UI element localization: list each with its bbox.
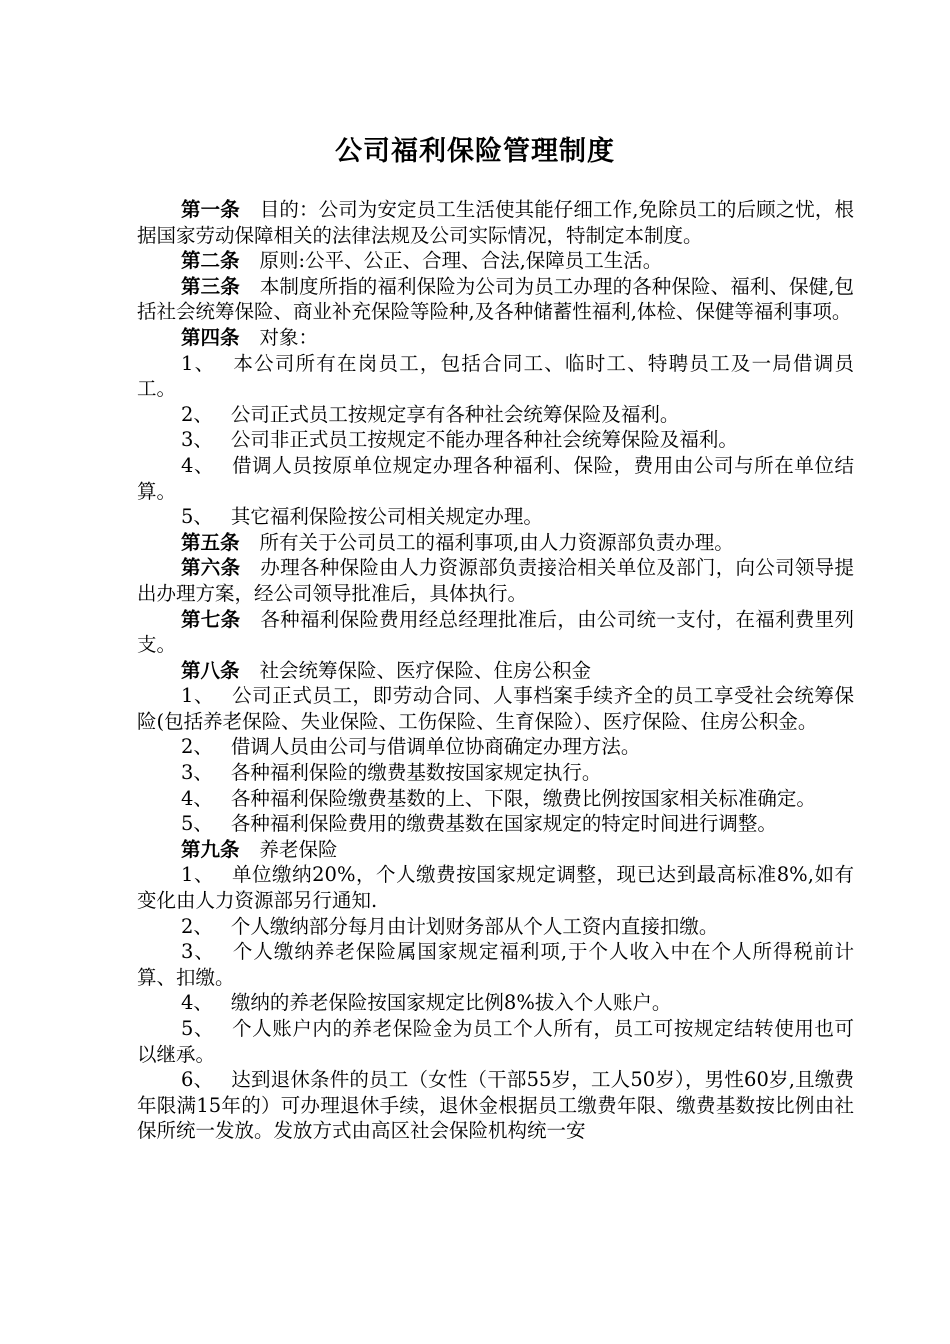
paragraph-text: 本制度所指的福利保险为公司为员工办理的各种保险、福利、保健,包括社会统筹保险、商业补充保险等险种,及各种储蓄性福利,体检、保健等福利事项。	[137, 274, 854, 324]
article-paragraph	[137, 837, 854, 863]
list-item-number: 3、	[181, 428, 213, 452]
list-item-number: 3、	[181, 761, 213, 785]
list-item	[137, 862, 854, 913]
paragraph-text: 社会统筹保险、医疗保险、住房公积金	[259, 658, 592, 682]
list-item-number: 4、	[181, 453, 215, 477]
list-item-number: 5、	[181, 812, 213, 836]
article-label: 第六条	[181, 556, 241, 580]
paragraph-text: 达到退休条件的员工（女性（干部55岁，工人50岁），男性60岁,且缴费年限满15年的）可办理退休手续，退休金根据员工缴费年限、缴费基数按比例由社保所统一发放。发放方式由高区社会保险机构统一安	[137, 1068, 854, 1143]
paragraph-text: 个人缴纳养老保险属国家规定福利项,于个人收入中在个人所得税前计算、扣缴。	[137, 940, 854, 989]
list-item-number: 4、	[181, 786, 213, 810]
list-item-number: 2、	[181, 914, 213, 938]
paragraph-text: 所有关于公司员工的福利事项,由人力资源部负责办理。	[259, 530, 734, 554]
paragraph-text: 各种福利保险的缴费基数按国家规定执行。	[230, 761, 602, 785]
list-item	[137, 402, 854, 428]
paragraph-text: 原则:公平、公正、合理、合法,保障员工生活。	[259, 249, 663, 273]
list-item	[137, 786, 854, 812]
list-item	[137, 760, 854, 786]
list-item	[137, 811, 854, 837]
paragraph-text: 各种福利保险费用的缴费基数在国家规定的特定时间进行调整。	[230, 812, 777, 836]
list-item	[137, 351, 854, 402]
article-label: 第八条	[181, 658, 240, 682]
paragraph-text: 借调人员由公司与借调单位协商确定办理方法。	[230, 735, 641, 759]
paragraph-text: 缴纳的养老保险按国家规定比例8%拔入个人账户。	[230, 991, 672, 1015]
list-item	[137, 1016, 854, 1067]
list-item	[137, 939, 854, 990]
list-item	[137, 990, 854, 1016]
list-item-number: 4、	[181, 991, 213, 1015]
article-paragraph	[137, 325, 854, 351]
paragraph-text: 本公司所有在岗员工，包括合同工、临时工、特聘员工及一局借调员工。	[137, 351, 854, 401]
article-label: 第九条	[181, 837, 240, 861]
paragraph-text: 各种福利保险缴费基数的上、下限，缴费比例按国家相关标准确定。	[230, 786, 816, 810]
list-item-number: 2、	[181, 402, 213, 426]
document-body	[137, 197, 854, 1144]
list-item-number: 3、	[181, 940, 215, 964]
article-paragraph	[137, 274, 854, 325]
article-label: 第一条	[181, 198, 240, 221]
paragraph-text: 各种福利保险费用经总经理批准后，由公司统一支付，在福利费里列支。	[137, 607, 854, 657]
list-item-number: 5、	[181, 1017, 215, 1040]
paragraph-text: 个人账户内的养老保险金为员工个人所有，员工可按规定结转使用也可以继承。	[137, 1017, 854, 1066]
list-item	[137, 734, 854, 760]
list-item-number: 1、	[181, 351, 216, 375]
article-paragraph	[137, 607, 854, 658]
article-paragraph	[137, 658, 854, 684]
document-title: 公司福利保险管理制度	[335, 136, 615, 167]
list-item	[137, 453, 854, 504]
list-item	[137, 427, 854, 453]
list-item	[137, 683, 854, 734]
article-paragraph	[137, 555, 854, 606]
list-item	[137, 504, 854, 530]
article-paragraph	[137, 530, 854, 556]
paragraph-text: 其它福利保险按公司相关规定办理。	[230, 505, 543, 529]
paragraph-text: 公司正式员工，即劳动合同、人事档案手续齐全的员工享受社会统筹保险(包括养老保险、失业保险、工伤保险、生育保险）、医疗保险、住房公积金。	[137, 684, 854, 733]
list-item-number: 2、	[181, 735, 213, 759]
article-paragraph	[137, 248, 854, 274]
paragraph-text: 公司正式员工按规定享有各种社会统筹保险及福利。	[230, 402, 680, 426]
article-label: 第四条	[181, 325, 240, 349]
article-label: 第七条	[181, 607, 241, 631]
paragraph-text: 公司非正式员工按规定不能办理各种社会统筹保险及福利。	[230, 428, 738, 452]
paragraph-text: 借调人员按原单位规定办理各种福利、保险，费用由公司与所在单位结算。	[137, 453, 854, 503]
paragraph-text: 目的：公司为安定员工生活使其能仔细工作,免除员工的后顾之忧，根据国家劳动保障相关的法律法规及公司实际情况，特制定本制度。	[137, 198, 854, 247]
list-item-number: 1、	[181, 684, 215, 708]
article-label: 第五条	[181, 530, 240, 554]
paragraph-text: 养老保险	[259, 837, 338, 861]
list-item	[137, 1067, 854, 1144]
paragraph-text: 单位缴纳20%，个人缴费按国家规定调整，现已达到最高标准8%,如有变化由人力资源部另行通知.	[137, 863, 854, 913]
list-item-number: 5、	[181, 505, 213, 529]
list-item-number: 6、	[181, 1068, 214, 1092]
list-item-number: 1、	[181, 863, 214, 887]
list-item	[137, 914, 854, 940]
paragraph-text: 办理各种保险由人力资源部负责接洽相关单位及部门，向公司领导提出办理方案，经公司领导批准后，具体执行。	[137, 556, 854, 605]
article-paragraph	[137, 197, 854, 248]
article-label: 第三条	[181, 274, 240, 298]
paragraph-text: 个人缴纳部分每月由计划财务部从个人工资内直接扣缴。	[230, 914, 719, 938]
article-label: 第二条	[181, 249, 240, 273]
paragraph-text: 对象：	[259, 325, 319, 349]
